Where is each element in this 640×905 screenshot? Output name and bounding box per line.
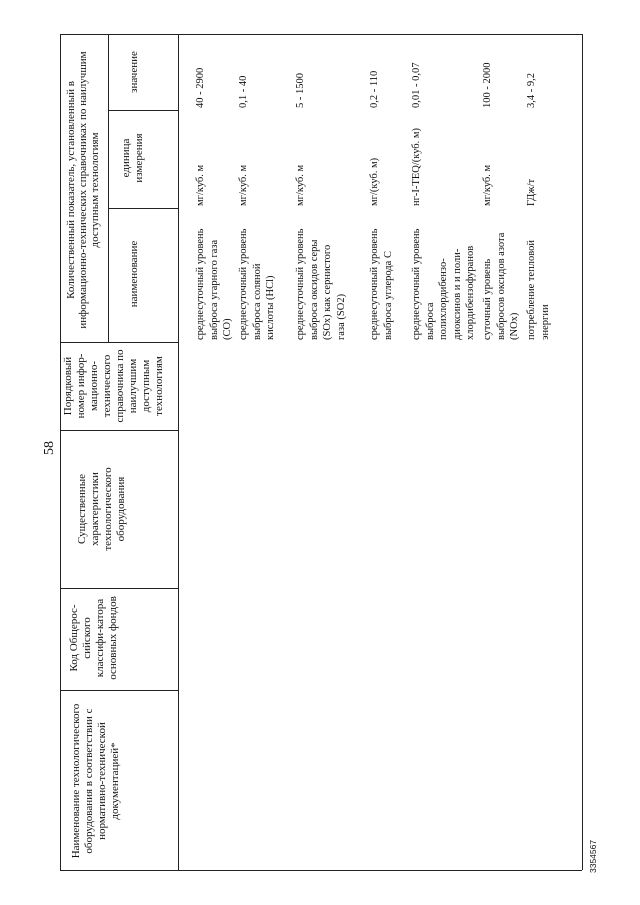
row-3-name: среднесуточный уровень выброса оксидов серы (SOx) как сернистого газа (SO2) — [295, 228, 347, 340]
table-border-top — [60, 34, 582, 35]
header-indicator-group: Количественный показатель, установленный в информационно-технических справочниках по наилучшим доступным технологиям — [65, 51, 101, 329]
header-indicator-unit: единица измерения — [120, 133, 145, 183]
row-3-value: 5 - 1500 — [295, 73, 306, 108]
header-reference-number: Порядковый номер инфор-мационно-технического справочника по наилучшим доступным технологиям — [62, 349, 165, 423]
page-number: 58 — [42, 441, 57, 455]
row-4-unit: мг/(куб. м) — [369, 157, 380, 206]
column-separator-1 — [60, 690, 178, 691]
row-2-value: 0,1 - 40 — [238, 75, 249, 108]
row-4-value: 0,2 - 110 — [369, 70, 380, 108]
column-separator-2 — [60, 588, 178, 589]
table-border-left — [60, 34, 61, 870]
row-7-name: потребление тепловой энергии — [526, 240, 551, 340]
row-5-unit: нг-I-TEQ/(куб. м) — [411, 127, 422, 206]
column-separator-4 — [60, 342, 178, 343]
table-border-right — [582, 34, 583, 870]
header-indicator-value: значение — [128, 51, 140, 93]
header-characteristics: Существенные характеристики технологического оборудования — [76, 467, 127, 551]
row-7-unit: ГДж/т — [526, 178, 537, 206]
row-6-value: 100 - 2000 — [482, 62, 493, 108]
indicator-group-separator — [108, 34, 109, 342]
header-separator — [178, 34, 179, 870]
document-number: 3354567 — [588, 839, 598, 873]
header-okof-code: Код Общерос-сийского классифи-катора основных фондов — [68, 596, 119, 680]
row-3-unit: мг/куб. м — [295, 164, 306, 206]
table-border-bottom — [60, 870, 582, 871]
row-1-name: среднесуточный уровень выброса угарного газа (CO) — [195, 228, 233, 340]
row-6-unit: мг/куб. м — [482, 164, 493, 206]
row-1-value: 40 - 2900 — [195, 67, 206, 108]
row-6-name: суточный уровень выбросов оксидов азота (NOx) — [482, 232, 520, 340]
header-indicator-name: наименование — [128, 240, 140, 308]
row-1-unit: мг/куб. м — [195, 164, 206, 206]
column-separator-3 — [60, 430, 178, 431]
row-2-name: среднесуточный уровень выброса соляной кислоты (HCl) — [238, 228, 276, 340]
row-5-name: среднесуточный уровень выброса полихлордибензо-диоксинов и и поли-хлордибензофуранов — [411, 228, 476, 340]
row-4-name: среднесуточный уровень выброса углерода C — [369, 228, 394, 340]
row-2-unit: мг/куб. м — [238, 164, 249, 206]
header-equipment-name: Наименование технологического оборудования в соответствии с нормативно-технической документацией* — [70, 703, 121, 859]
row-7-value: 3,4 - 9,2 — [526, 73, 537, 108]
row-5-value: 0,01 - 0,07 — [411, 62, 422, 108]
